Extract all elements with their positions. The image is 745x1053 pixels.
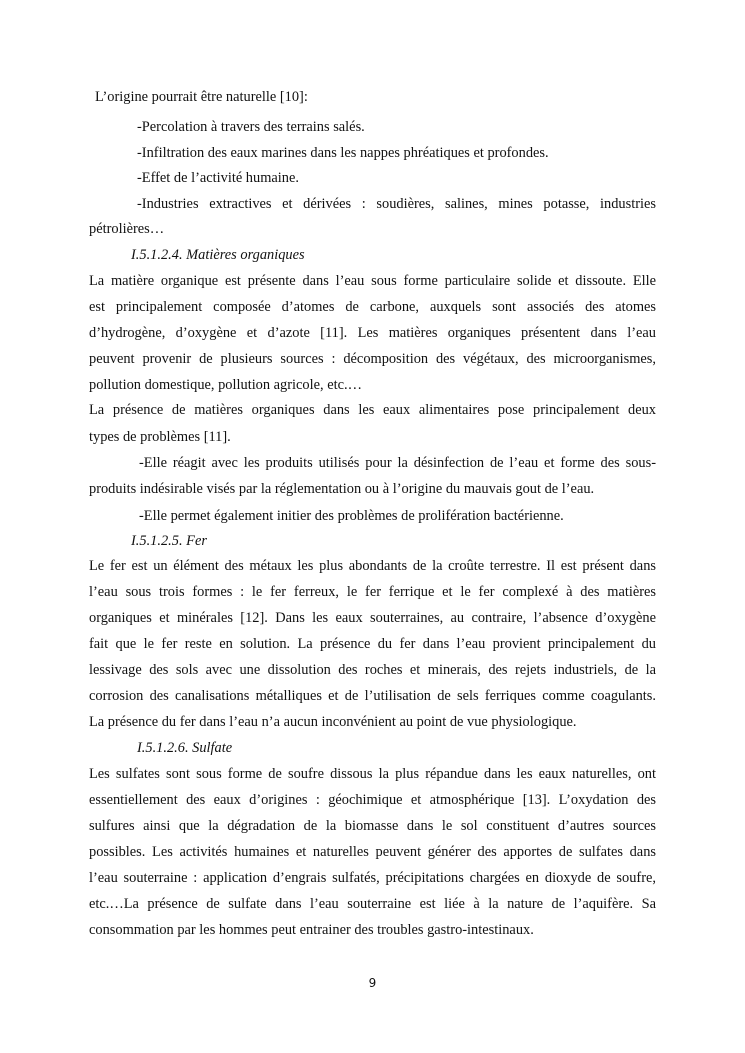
sulfate-line: consommation par les hommes peut entrainer des troubles gastro-intestinaux. [89, 922, 534, 938]
iron-line: La présence du fer dans l’eau n’a aucun inconvénient au point de vue physiologique. [89, 714, 577, 730]
iron-line: lessivage des sols avec une dissolution des roches et minerais, des rejets industriels, de la [89, 662, 656, 678]
page-number: 9 [368, 976, 377, 990]
section-heading-organic: I.5.1.2.4. Matières organiques [131, 247, 305, 263]
organic-line: types de problèmes [11]. [89, 429, 231, 445]
organic-line: d’hydrogène, d’oxygène et d’azote [11]. Les matières organiques présentent dans l’eau [89, 325, 656, 341]
sulfate-line: etc.…La présence de sulfate dans l’eau souterraine est liée à la nature de l’aquifère. Sa [89, 896, 656, 912]
origin-item-human-activity: -Effet de l’activité humaine. [137, 170, 299, 186]
sulfate-line: l’eau souterraine : application d’engrais sulfatés, précipitations chargées en dioxyde de soufre, [89, 870, 656, 886]
origin-item-percolation: -Percolation à travers des terrains salés. [137, 119, 365, 135]
sulfate-line: possibles. Les activités humaines et naturelles peuvent générer des apportes de sulfates dans [89, 844, 656, 860]
sulfate-line: essentiellement des eaux d’origines : géochimique et atmosphérique [13]. L’oxydation des [89, 792, 656, 808]
origin-item-industries: -Industries extractives et dérivées : soudières, salines, mines potasse, industries [137, 196, 656, 212]
section-heading-iron: I.5.1.2.5. Fer [131, 533, 207, 549]
iron-line: fait que le fer reste en solution. La présence du fer dans l’eau provient principalement du [89, 636, 656, 652]
organic-line: La présence de matières organiques dans les eaux alimentaires pose principalement deux [89, 402, 656, 418]
organic-line: est principalement composée d’atomes de carbone, auxquels sont associés des atomes [89, 299, 656, 315]
iron-line: Le fer est un élément des métaux les plus abondants de la croûte terrestre. Il est présent dans [89, 558, 656, 574]
organic-line: La matière organique est présente dans l’eau sous forme particulaire solide et dissoute. Elle [89, 273, 656, 289]
iron-line: l’eau sous trois formes : le fer ferreux, le fer ferrique et le fer complexé à des matières [89, 584, 656, 600]
origin-item-infiltration: -Infiltration des eaux marines dans les nappes phréatiques et profondes. [137, 145, 549, 161]
organic-problem-1: -Elle réagit avec les produits utilisés pour la désinfection de l’eau et forme des sous- [139, 455, 656, 471]
origin-item-industries-cont: pétrolières… [89, 221, 165, 237]
section-heading-sulfate: I.5.1.2.6. Sulfate [137, 740, 233, 756]
organic-line: peuvent provenir de plusieurs sources : décomposition des végétaux, des microorganismes, [89, 351, 656, 367]
sulfate-line: Les sulfates sont sous forme de soufre dissous la plus répandue dans les eaux naturelles, ont [89, 766, 656, 782]
organic-line: pollution domestique, pollution agricole, etc.… [89, 377, 362, 393]
origin-intro: L’origine pourrait être naturelle [10]: [95, 89, 308, 105]
organic-problem-1-cont: produits indésirable visés par la réglementation ou à l’origine du mauvais gout de l’eau. [89, 481, 595, 497]
iron-line: organiques et minérales [12]. Dans les eaux souterraines, au contraire, l’absence d’oxygène [89, 610, 656, 626]
organic-problem-2: -Elle permet également initier des problèmes de prolifération bactérienne. [139, 508, 564, 524]
sulfate-line: sulfures ainsi que la dégradation de la biomasse dans le sol constituent d’autres sources [89, 818, 656, 834]
iron-line: corrosion des canalisations métalliques et de l’utilisation de sels ferriques comme coagulants. [89, 688, 656, 704]
